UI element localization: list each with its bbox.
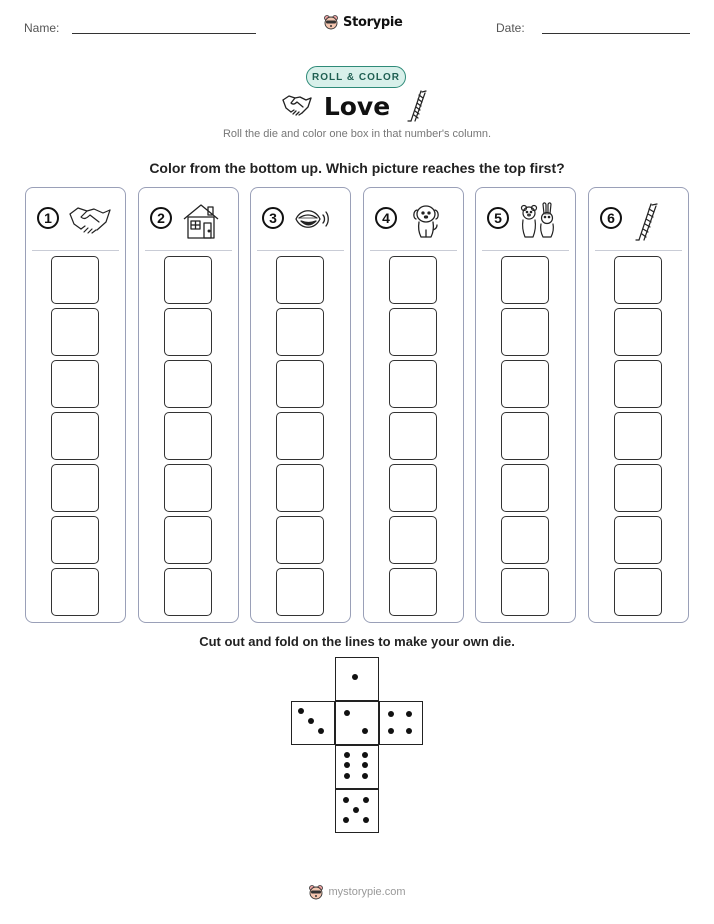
column-header [26, 202, 125, 242]
footer [0, 884, 714, 900]
column-divider [145, 250, 232, 251]
color-box[interactable] [389, 308, 437, 356]
column-divider [257, 250, 344, 251]
color-box[interactable] [164, 256, 212, 304]
color-box[interactable] [276, 308, 324, 356]
color-box[interactable] [389, 568, 437, 616]
house-icon [181, 202, 221, 245]
column-divider [32, 250, 119, 251]
color-box[interactable] [276, 568, 324, 616]
color-box[interactable] [164, 464, 212, 512]
color-box[interactable] [51, 568, 99, 616]
die-pip [406, 711, 412, 717]
die-face-6 [335, 745, 379, 789]
die-face-5 [335, 789, 379, 833]
column-1 [25, 187, 126, 623]
die-pip [388, 728, 394, 734]
die-pip [308, 718, 314, 724]
number-circle: 2 [150, 207, 172, 229]
die-pip [362, 762, 368, 768]
friendship-bracelet-icon [631, 202, 661, 247]
color-box[interactable] [501, 256, 549, 304]
color-box[interactable] [51, 464, 99, 512]
date-line[interactable] [542, 33, 690, 34]
die-pip [344, 710, 350, 716]
column-divider [482, 250, 569, 251]
column-header [139, 202, 238, 242]
handshake-icon [68, 202, 112, 241]
storypie-bear-icon [308, 884, 324, 900]
color-box[interactable] [614, 568, 662, 616]
color-box[interactable] [164, 568, 212, 616]
title-block [0, 90, 714, 130]
color-box[interactable] [51, 516, 99, 564]
die-pip [343, 797, 349, 803]
color-box[interactable] [164, 360, 212, 408]
number-circle: 5 [487, 207, 509, 229]
worksheet-header [0, 14, 714, 44]
color-box[interactable] [389, 516, 437, 564]
die-pip [362, 728, 368, 734]
column-3 [250, 187, 351, 623]
die-pip [344, 773, 350, 779]
roll-and-color-badge: ROLL & COLOR [306, 66, 406, 88]
color-box[interactable] [614, 360, 662, 408]
die-pip [344, 752, 350, 758]
column-header [476, 202, 575, 242]
color-box[interactable] [276, 412, 324, 460]
color-box[interactable] [501, 412, 549, 460]
column-6 [588, 187, 689, 623]
brand-name: Storypie [343, 14, 403, 30]
column-4 [363, 187, 464, 623]
mouth-speaking-icon [293, 202, 333, 241]
color-box[interactable] [164, 308, 212, 356]
die-pip [298, 708, 304, 714]
die-pip [362, 752, 368, 758]
color-box[interactable] [389, 412, 437, 460]
number-circle: 6 [600, 207, 622, 229]
column-header [251, 202, 350, 242]
color-box[interactable] [276, 516, 324, 564]
die-pip [388, 711, 394, 717]
color-box[interactable] [501, 360, 549, 408]
column-2 [138, 187, 239, 623]
name-label: Name: [24, 21, 60, 35]
color-box[interactable] [276, 360, 324, 408]
color-box[interactable] [51, 412, 99, 460]
die-face-2 [335, 701, 379, 745]
color-box[interactable] [164, 516, 212, 564]
color-box[interactable] [501, 308, 549, 356]
die-pip [343, 817, 349, 823]
puppy-icon [406, 202, 446, 245]
teddy-bear-and-bunny-icon [518, 202, 560, 245]
die-pip [363, 797, 369, 803]
die-face-1 [335, 657, 379, 701]
color-box[interactable] [614, 308, 662, 356]
die-face-3 [291, 701, 335, 745]
storypie-bear-icon [323, 14, 339, 30]
subtitle: Roll the die and color one box in that number's column. [222, 128, 492, 140]
footer-url[interactable]: mystorypie.com [328, 886, 406, 898]
column-divider [370, 250, 457, 251]
name-line[interactable] [72, 33, 256, 34]
color-box[interactable] [51, 360, 99, 408]
color-box[interactable] [276, 256, 324, 304]
color-box[interactable] [501, 568, 549, 616]
color-box[interactable] [614, 412, 662, 460]
number-circle: 1 [37, 207, 59, 229]
column-header [364, 202, 463, 242]
friendship-bracelet-icon [404, 90, 428, 127]
worksheet-title: Love [323, 92, 391, 121]
die-pip [344, 762, 350, 768]
color-box[interactable] [51, 256, 99, 304]
die-pip [318, 728, 324, 734]
color-box[interactable] [614, 464, 662, 512]
die-pip [363, 817, 369, 823]
die-pip [406, 728, 412, 734]
color-box[interactable] [389, 256, 437, 304]
color-box[interactable] [614, 256, 662, 304]
color-box[interactable] [51, 308, 99, 356]
color-box[interactable] [501, 516, 549, 564]
die-instruction: Cut out and fold on the lines to make your own die. [199, 634, 515, 649]
die-pip [352, 674, 358, 680]
column-divider [595, 250, 682, 251]
number-circle: 4 [375, 207, 397, 229]
date-label: Date: [496, 21, 525, 35]
instruction: Color from the bottom up. Which picture reaches the top first? [149, 160, 565, 176]
column-5 [475, 187, 576, 623]
die-pip [353, 807, 359, 813]
die-face-4 [379, 701, 423, 745]
color-box[interactable] [501, 464, 549, 512]
color-box[interactable] [389, 464, 437, 512]
number-circle: 3 [262, 207, 284, 229]
color-box[interactable] [614, 516, 662, 564]
color-box[interactable] [276, 464, 324, 512]
die-pip [362, 773, 368, 779]
column-header [589, 202, 688, 242]
color-box[interactable] [164, 412, 212, 460]
storypie-logo [323, 14, 403, 30]
color-box[interactable] [389, 360, 437, 408]
